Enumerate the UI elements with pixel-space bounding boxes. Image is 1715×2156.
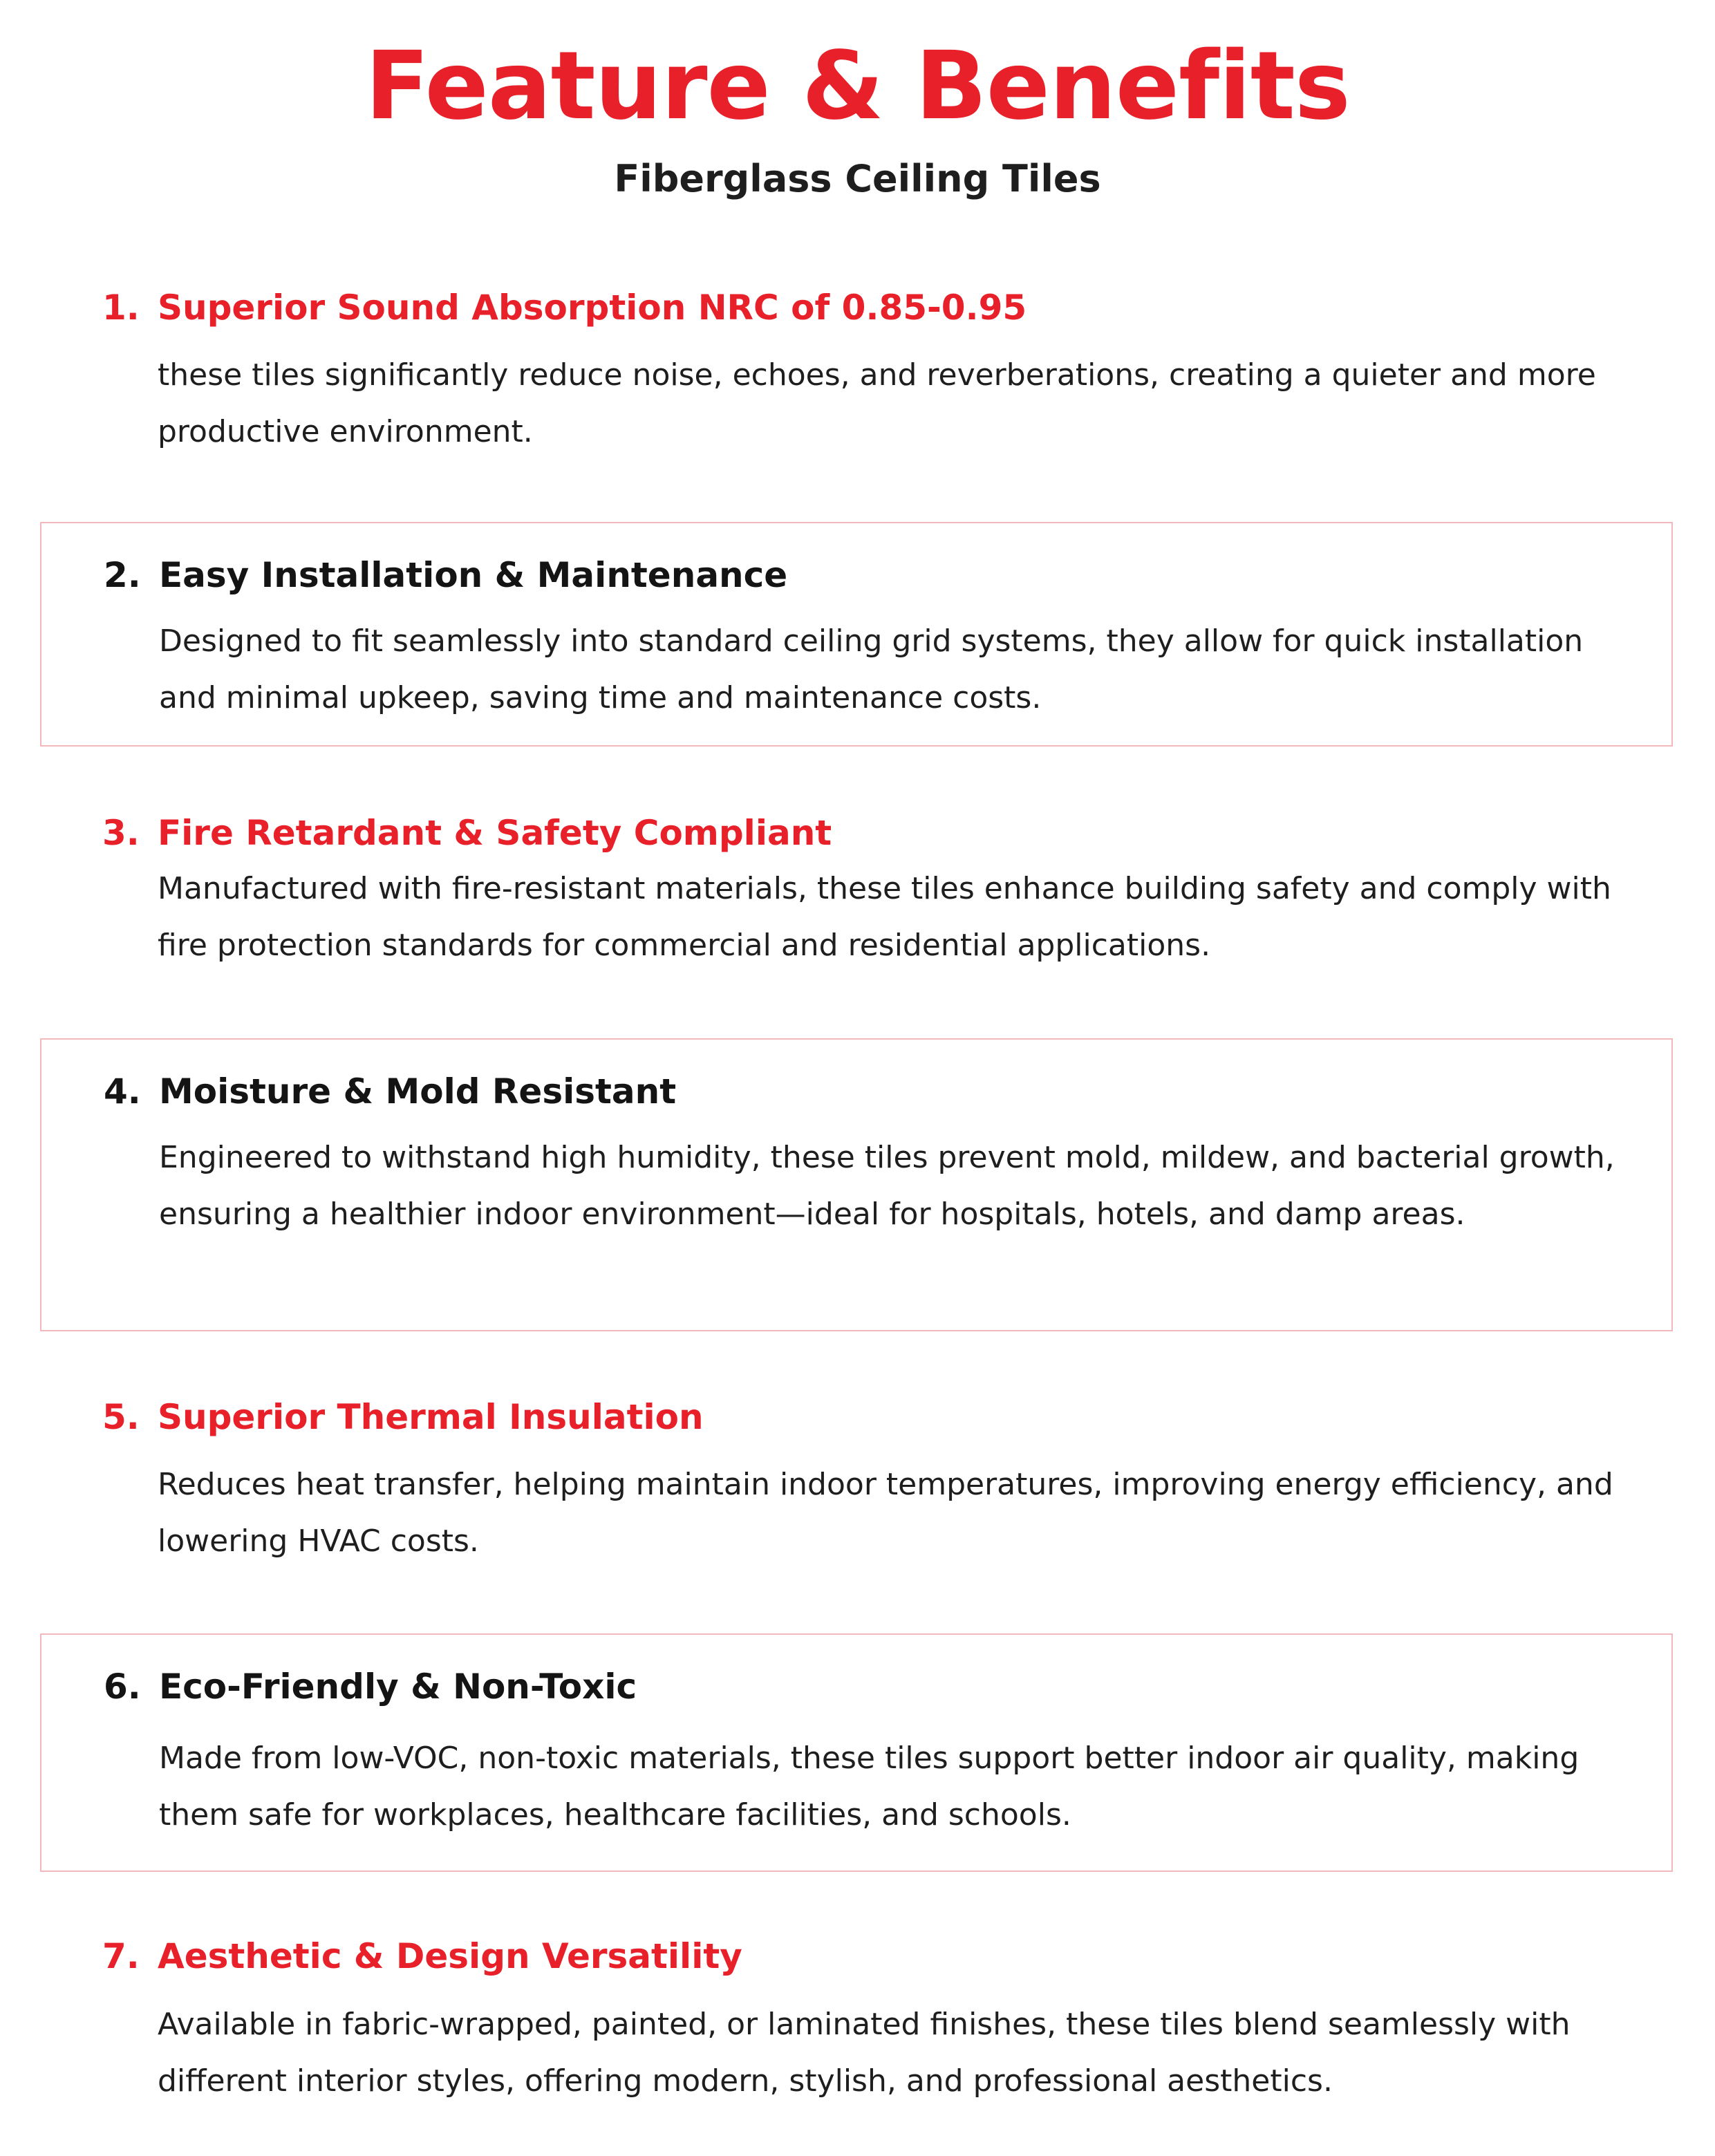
feature-number: 5. [102, 1397, 140, 1437]
feature-number: 3. [102, 813, 140, 853]
page-header [0, 28, 1715, 203]
feature-number: 6. [104, 1667, 141, 1707]
feature-item-3 [40, 781, 1673, 988]
feature-number: 4. [104, 1071, 141, 1112]
feature-title: Superior Sound Absorption NRC of 0.85-0.95 [158, 288, 1027, 328]
feature-title: Aesthetic & Design Versatility [158, 1936, 742, 1976]
feature-title: Easy Installation & Maintenance [159, 555, 788, 595]
feature-heading [102, 1932, 742, 1980]
feature-item-7 [40, 1904, 1673, 2126]
page-title: Feature & Benefits [365, 32, 1350, 141]
feature-description: Reduces heat transfer, helping maintain indoor temperatures, improving energy efficiency, and lowering HVAC costs. [158, 1467, 1613, 1559]
feature-heading [102, 1393, 704, 1441]
feature-title: Fire Retardant & Safety Compliant [158, 813, 832, 853]
feature-description: Made from low-VOC, non-toxic materials, these tiles support better indoor air quality, making them safe for workplaces, healthcare facilities, and schools. [159, 1741, 1580, 1832]
feature-item-1 [40, 263, 1673, 470]
feature-description: Engineered to withstand high humidity, these tiles prevent mold, mildew, and bacterial growth, ensuring a healthier indoor environment—ideal for hospitals, hotels, and damp areas. [159, 1140, 1615, 1232]
feature-heading [104, 551, 787, 599]
feature-description: these tiles significantly reduce noise, echoes, and reverberations, creating a quieter and more productive environment. [158, 357, 1596, 449]
feature-description: Available in fabric-wrapped, painted, or laminated finishes, these tiles blend seamlessly with different interior styles, offering modern, stylish, and professional aesthetics. [158, 2007, 1571, 2099]
feature-item-5 [40, 1365, 1673, 1573]
feature-title: Eco-Friendly & Non-Toxic [159, 1667, 637, 1707]
feature-heading [104, 1662, 637, 1711]
feature-heading [104, 1067, 676, 1116]
feature-title: Superior Thermal Insulation [158, 1397, 704, 1437]
feature-item-4 [40, 1038, 1673, 1331]
feature-item-2 [40, 522, 1673, 747]
feature-heading [102, 283, 1027, 332]
feature-item-6 [40, 1633, 1673, 1872]
feature-number: 2. [104, 555, 141, 595]
feature-heading [102, 809, 832, 857]
page-subtitle: Fiberglass Ceiling Tiles [614, 157, 1101, 200]
feature-number: 7. [102, 1936, 140, 1976]
feature-description: Designed to fit seamlessly into standard ceiling grid systems, they allow for quick installation and minimal upkeep, saving time and maintenance costs. [159, 624, 1584, 715]
feature-description: Manufactured with fire-resistant materials, these tiles enhance building safety and comply with fire protection standards for commercial and residential applications. [158, 871, 1611, 963]
feature-title: Moisture & Mold Resistant [159, 1071, 677, 1112]
feature-number: 1. [102, 288, 140, 328]
